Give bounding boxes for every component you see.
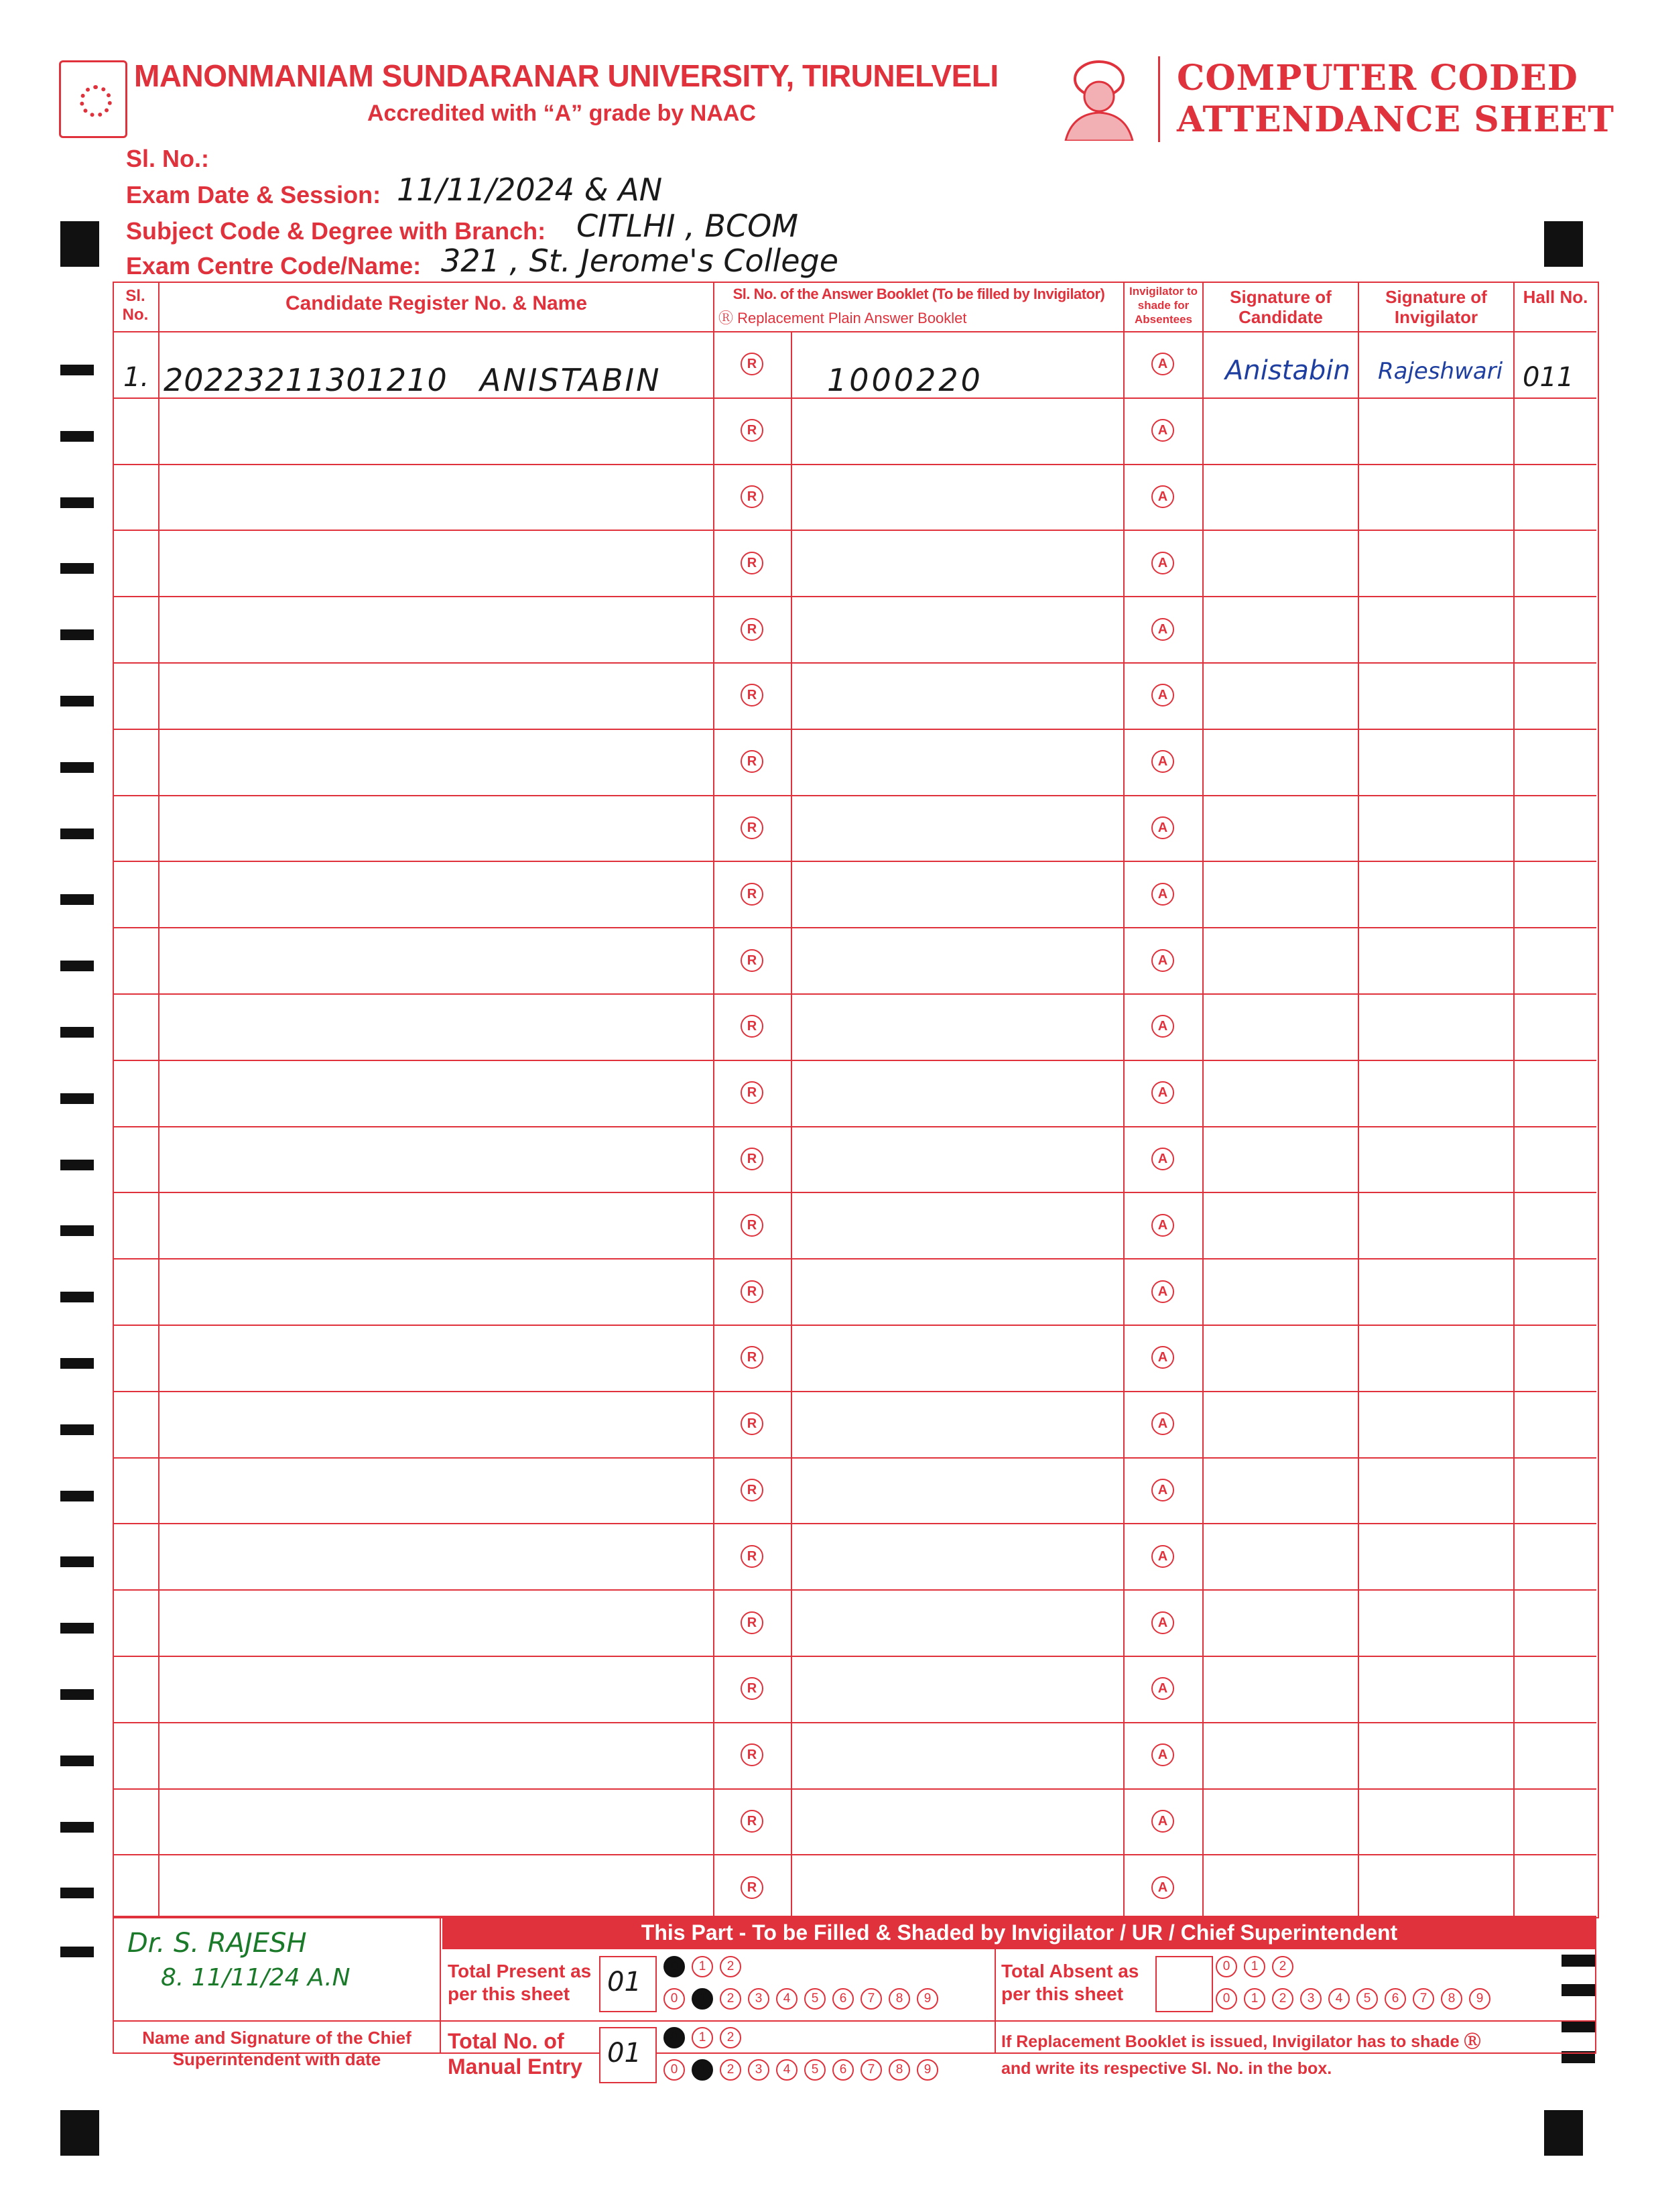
row-rule	[113, 1722, 1596, 1723]
header-rule	[113, 331, 1596, 332]
replacement-bubble[interactable]: R	[741, 1280, 763, 1303]
replacement-bubble[interactable]: R	[741, 816, 763, 839]
th-booklet: Sl. No. of the Answer Booklet (To be filled by Invigilator)	[733, 286, 1105, 302]
timing-mark	[60, 1093, 94, 1104]
col-divider	[791, 331, 792, 1916]
manual-entry-units-bubble[interactable]: 4	[776, 2059, 798, 2081]
th-sl-no: Sl. No.	[122, 287, 149, 324]
founder-portrait	[1059, 52, 1139, 141]
timing-mark	[60, 1756, 94, 1766]
replacement-bubble[interactable]: R	[741, 1545, 763, 1568]
timing-mark	[60, 1424, 94, 1435]
row-rule	[113, 596, 1596, 597]
replacement-bubble[interactable]: R	[741, 684, 763, 706]
manual-entry-units-bubble[interactable]: 8	[889, 2059, 910, 2081]
absent-bubble[interactable]: A	[1151, 1148, 1174, 1170]
absent-bubble[interactable]: A	[1151, 1479, 1174, 1501]
row-rule	[113, 1391, 1596, 1392]
replacement-note: If Replacement Booklet is issued, Invigilator has to shade Ⓡ and write its respective Sl. No. in the box.	[1001, 2032, 1481, 2078]
col-divider	[1123, 282, 1125, 1916]
row-rule	[113, 1192, 1596, 1193]
replacement-bubble[interactable]: R	[741, 1677, 763, 1700]
timing-mark	[60, 696, 94, 706]
manual-entry-box[interactable]	[599, 2027, 657, 2083]
timing-mark	[60, 1358, 94, 1369]
absent-bubble[interactable]: A	[1151, 1611, 1174, 1634]
footer-divider	[995, 1949, 996, 2054]
row-rule	[113, 729, 1596, 730]
timing-mark	[60, 1689, 94, 1700]
replacement-bubble[interactable]: R	[741, 552, 763, 574]
accreditation-text: Accredited with “A” grade by NAAC	[367, 101, 756, 126]
total-absent-units-bubble[interactable]: 7	[1413, 1988, 1434, 2010]
attendance-table	[113, 282, 1599, 1918]
absent-bubble[interactable]: A	[1151, 1810, 1174, 1833]
absent-bubble[interactable]: A	[1151, 618, 1174, 641]
replacement-bubble[interactable]: R	[741, 1611, 763, 1634]
absent-bubble[interactable]: A	[1151, 883, 1174, 906]
row1-hall[interactable]: 011	[1523, 362, 1574, 393]
col-divider	[713, 282, 714, 1916]
timing-mark	[60, 1623, 94, 1634]
total-absent-label: Total Absent as per this sheet	[1001, 1961, 1139, 2004]
timing-mark	[60, 1292, 94, 1302]
replacement-bubble[interactable]: R	[741, 1810, 763, 1833]
manual-entry-units-bubble[interactable]: 1	[692, 2059, 713, 2081]
replacement-bubble[interactable]: R	[741, 1081, 763, 1104]
row-rule	[113, 1258, 1596, 1259]
absent-bubble[interactable]: A	[1151, 816, 1174, 839]
row-rule	[113, 1589, 1596, 1591]
total-absent-units-bubble[interactable]: 6	[1385, 1988, 1406, 2010]
form-title-line1: COMPUTER CODED	[1177, 58, 1578, 99]
row-rule	[113, 662, 1596, 664]
form-title	[1177, 58, 1614, 141]
absent-bubble[interactable]: A	[1151, 1081, 1174, 1104]
total-present-value: 01	[607, 1967, 641, 1998]
total-absent-units-bubble[interactable]: 2	[1272, 1988, 1293, 2010]
row-rule	[113, 861, 1596, 862]
total-absent-units-bubble[interactable]: 0	[1216, 1988, 1237, 2010]
row-rule	[113, 1854, 1596, 1855]
timing-mark	[60, 894, 94, 905]
footer-band-title: This Part - To be Filled & Shaded by Invigilator / UR / Chief Superintendent	[442, 1916, 1596, 1949]
row1-sig-candidate[interactable]: Anistabin	[1225, 355, 1350, 386]
manual-entry-units-bubble[interactable]: 0	[663, 2059, 685, 2081]
absent-bubble[interactable]: A	[1151, 684, 1174, 706]
university-logo	[59, 60, 127, 138]
total-absent-tens-bubble[interactable]: 2	[1272, 1956, 1293, 1977]
total-present-units-bubble[interactable]: 9	[917, 1988, 938, 2010]
timing-mark	[60, 1225, 94, 1236]
replacement-bubble[interactable]: R	[741, 1346, 763, 1369]
th-hall-no: Hall No.	[1523, 287, 1588, 307]
centre-value[interactable]: 321 , St. Jerome's College	[441, 243, 839, 279]
manual-entry-label: Total No. of Manual Entry	[448, 2029, 582, 2079]
subject-value[interactable]: CITLHI , BCOM	[576, 208, 799, 244]
total-present-label: Total Present as per this sheet	[448, 1961, 592, 2004]
timing-mark	[60, 1027, 94, 1038]
replacement-bubble[interactable]: R	[741, 419, 763, 442]
col-divider	[1358, 282, 1359, 1916]
total-absent-tens-bubble[interactable]: 1	[1244, 1956, 1265, 1977]
university-name: MANONMANIAM SUNDARANAR UNIVERSITY, TIRUNELVELI	[134, 58, 999, 93]
absent-bubble[interactable]: A	[1151, 1015, 1174, 1038]
total-absent-units-bubble[interactable]: 1	[1244, 1988, 1265, 2010]
th-absent-shade: Invigilator to shade for Absentees	[1129, 285, 1198, 326]
row-rule	[113, 1060, 1596, 1061]
th-sig-candidate: Signature of Candidate	[1230, 287, 1332, 327]
total-present-units-bubble[interactable]: 7	[861, 1988, 882, 2010]
registration-mark	[1544, 2110, 1583, 2156]
row-rule	[113, 1126, 1596, 1127]
col-divider	[1513, 282, 1515, 1916]
timing-mark	[60, 1822, 94, 1833]
replacement-bubble[interactable]: R	[741, 1015, 763, 1038]
row1-booklet[interactable]: 1000220	[827, 362, 983, 398]
timing-mark	[60, 961, 94, 971]
replacement-bubble[interactable]: R	[741, 485, 763, 508]
timing-mark	[60, 828, 94, 839]
manual-entry-tens-bubble[interactable]: 2	[720, 2027, 741, 2048]
absent-bubble[interactable]: A	[1151, 1280, 1174, 1303]
timing-mark	[60, 1888, 94, 1898]
timing-mark	[60, 1491, 94, 1501]
absent-bubble[interactable]: A	[1151, 1677, 1174, 1700]
timing-mark	[60, 431, 94, 442]
footer-divider	[440, 1916, 441, 2054]
centre-label: Exam Centre Code/Name:	[126, 252, 422, 280]
total-present-tens-bubble[interactable]: 2	[720, 1956, 741, 1977]
timing-mark	[60, 629, 94, 640]
row-rule	[113, 1788, 1596, 1790]
row1-register[interactable]: 20223211301210	[164, 362, 448, 398]
footer-divider	[113, 2020, 1596, 2022]
replacement-bubble[interactable]: R	[741, 883, 763, 906]
manual-entry-units-bubble[interactable]: 2	[720, 2059, 741, 2081]
manual-entry-tens-bubble[interactable]: 0	[663, 2027, 685, 2048]
row-rule	[113, 464, 1596, 465]
total-absent-units-bubble[interactable]: 5	[1356, 1988, 1378, 2010]
absent-bubble[interactable]: A	[1151, 1743, 1174, 1766]
row-rule	[113, 993, 1596, 995]
manual-entry-units-bubble[interactable]: 5	[804, 2059, 826, 2081]
manual-entry-units-bubble[interactable]: 9	[917, 2059, 938, 2081]
row-rule	[113, 927, 1596, 928]
total-present-units-bubble[interactable]: 5	[804, 1988, 826, 2010]
th-sig-invigilator: Signature of Invigilator	[1385, 287, 1487, 327]
replacement-bubble[interactable]: R	[741, 353, 763, 375]
replacement-bubble[interactable]: R	[741, 750, 763, 773]
timing-mark	[60, 497, 94, 508]
absent-bubble[interactable]: A	[1151, 750, 1174, 773]
chief-signature-date[interactable]: 8. 11/11/24 A.N	[161, 1964, 351, 1991]
chief-label: Name and Signature of the Chief Superintendent with date	[142, 2028, 411, 2069]
absent-bubble[interactable]: A	[1151, 1876, 1174, 1899]
timing-mark	[60, 762, 94, 773]
form-title-line2: ATTENDANCE SHEET	[1177, 99, 1614, 140]
manual-entry-value: 01	[607, 2038, 641, 2069]
total-present-units-bubble[interactable]: 0	[663, 1988, 685, 2010]
replacement-bubble[interactable]: R	[741, 618, 763, 641]
row-rule	[113, 1457, 1596, 1459]
row1-name[interactable]: ANISTABIN	[480, 362, 661, 398]
registration-mark	[1544, 221, 1583, 267]
replacement-bubble[interactable]: R	[741, 1412, 763, 1435]
exam-date-label: Exam Date & Session:	[126, 181, 381, 208]
row-rule	[113, 1523, 1596, 1524]
total-present-box[interactable]	[599, 1956, 657, 2012]
total-present-tens-bubble[interactable]: 0	[663, 1956, 685, 1977]
total-present-units-bubble[interactable]: 4	[776, 1988, 798, 2010]
replacement-bubble[interactable]: R	[741, 1214, 763, 1237]
th-replacement: Ⓡ Replacement Plain Answer Booklet	[718, 310, 967, 326]
absent-bubble[interactable]: A	[1151, 552, 1174, 574]
manual-entry-tens-bubble[interactable]: 1	[692, 2027, 713, 2048]
total-present-units-bubble[interactable]: 2	[720, 1988, 741, 2010]
timing-mark	[60, 1160, 94, 1170]
row1-sl[interactable]: 1.	[123, 362, 149, 393]
manual-entry-units-bubble[interactable]: 7	[861, 2059, 882, 2081]
timing-mark	[60, 1556, 94, 1567]
timing-mark	[60, 1947, 94, 1957]
chief-signature[interactable]: Dr. S. RAJESH	[127, 1928, 307, 1959]
row-rule	[113, 795, 1596, 796]
exam-date-value[interactable]: 11/11/2024 & AN	[397, 172, 663, 208]
absent-bubble[interactable]: A	[1151, 1545, 1174, 1568]
absent-bubble[interactable]: A	[1151, 353, 1174, 375]
absent-bubble[interactable]: A	[1151, 1214, 1174, 1237]
total-absent-box[interactable]	[1155, 1956, 1213, 2012]
sl-no-label: Sl. No.:	[126, 145, 209, 172]
total-present-units-bubble[interactable]: 6	[832, 1988, 854, 2010]
total-absent-units-bubble[interactable]: 9	[1469, 1988, 1490, 2010]
total-absent-tens-bubble[interactable]: 0	[1216, 1956, 1237, 1977]
replacement-bubble[interactable]: R	[741, 1876, 763, 1899]
absent-bubble[interactable]: A	[1151, 485, 1174, 508]
replacement-bubble[interactable]: R	[741, 949, 763, 972]
absent-bubble[interactable]: A	[1151, 1412, 1174, 1435]
subject-label: Subject Code & Degree with Branch:	[126, 217, 546, 245]
col-divider	[1202, 282, 1204, 1916]
absent-bubble[interactable]: A	[1151, 949, 1174, 972]
replacement-bubble[interactable]: R	[741, 1148, 763, 1170]
th-candidate: Candidate Register No. & Name	[285, 292, 588, 314]
absent-bubble[interactable]: A	[1151, 1346, 1174, 1369]
total-present-tens-bubble[interactable]: 1	[692, 1956, 713, 1977]
absent-bubble[interactable]: A	[1151, 419, 1174, 442]
total-present-units-bubble[interactable]: 8	[889, 1988, 910, 2010]
header-divider	[1158, 56, 1160, 142]
total-absent-units-bubble[interactable]: 3	[1300, 1988, 1322, 2010]
registration-mark	[60, 2110, 99, 2156]
total-absent-units-bubble[interactable]: 4	[1328, 1988, 1350, 2010]
manual-entry-units-bubble[interactable]: 3	[748, 2059, 769, 2081]
manual-entry-units-bubble[interactable]: 6	[832, 2059, 854, 2081]
replacement-bubble[interactable]: R	[741, 1479, 763, 1501]
timing-mark	[60, 563, 94, 574]
row-rule	[113, 1656, 1596, 1657]
total-absent-units-bubble[interactable]: 8	[1441, 1988, 1462, 2010]
total-present-units-bubble[interactable]: 1	[692, 1988, 713, 2010]
total-present-units-bubble[interactable]: 3	[748, 1988, 769, 2010]
timing-mark	[60, 365, 94, 375]
replacement-bubble[interactable]: R	[741, 1743, 763, 1766]
registration-mark	[60, 221, 99, 267]
row-rule	[113, 1325, 1596, 1326]
row-rule	[113, 530, 1596, 531]
col-divider	[158, 282, 160, 1916]
row1-sig-invigilator[interactable]: Rajeshwari	[1378, 358, 1503, 385]
